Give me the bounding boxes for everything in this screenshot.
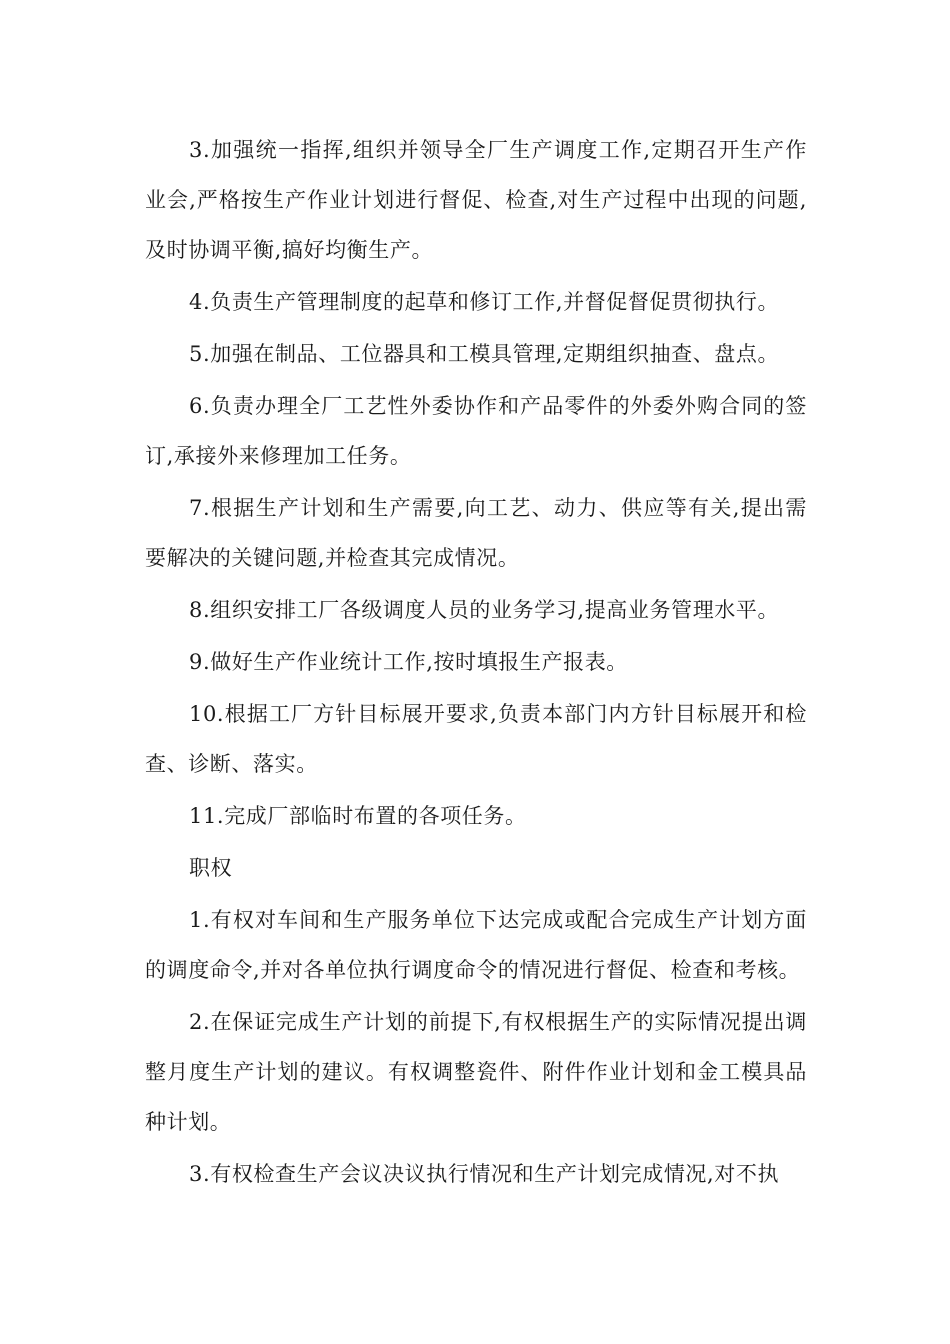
paragraph-duty-3: 3.加强统一指挥,组织并领导全厂生产调度工作,定期召开生产作业会,严格按生产作业计划进行督促、检查,对生产过程中出现的问题,及时协调平衡,搞好均衡生产。: [145, 138, 807, 262]
paragraph-duty-9: 9.做好生产作业统计工作,按时填报生产报表。: [189, 650, 628, 674]
paragraph-authority-1: 1.有权对车间和生产服务单位下达完成或配合完成生产计划方面的调度命令,并对各单位执行调度命令的情况进行督促、检查和考核。: [145, 908, 807, 982]
paragraph-duty-11: 11.完成厂部临时布置的各项任务。: [189, 804, 527, 828]
paragraph-authority-3: 3.有权检查生产会议决议执行情况和生产计划完成情况,对不执: [189, 1162, 780, 1186]
paragraph-duty-10: 10.根据工厂方针目标展开要求,负责本部门内方针目标展开和检查、诊断、落实。: [145, 702, 807, 776]
paragraph-duty-4: 4.负责生产管理制度的起草和修订工作,并督促督促贯彻执行。: [189, 290, 780, 314]
paragraph-duty-5: 5.加强在制品、工位器具和工模具管理,定期组织抽查、盘点。: [189, 342, 780, 366]
paragraph-duty-7: 7.根据生产计划和生产需要,向工艺、动力、供应等有关,提出需要解决的关键问题,并检查其完成情况。: [145, 496, 807, 570]
paragraph-authority-2: 2.在保证完成生产计划的前提下,有权根据生产的实际情况提出调整月度生产计划的建议。有权调整瓷件、附件作业计划和金工模具品种计划。: [145, 1010, 807, 1134]
paragraph-duty-6: 6.负责办理全厂工艺性外委协作和产品零件的外委外购合同的签订,承接外来修理加工任务。: [145, 394, 807, 468]
paragraph-duty-8: 8.组织安排工厂各级调度人员的业务学习,提高业务管理水平。: [189, 598, 780, 622]
section-heading-authority: 职权: [189, 856, 233, 880]
document-body: [145, 125, 807, 1201]
